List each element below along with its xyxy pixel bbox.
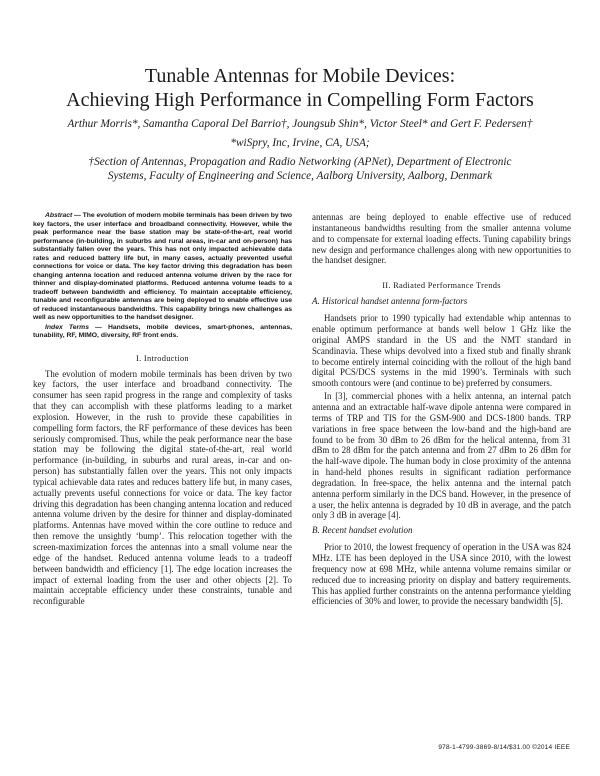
affiliation-aalborg-line-1: †Section of Antennas, Propagation and Radio Networking (APNet), Department of Electronic xyxy=(88,156,512,168)
subsection-heading-historical: A. Historical handset antenna form-factors xyxy=(312,296,468,307)
paper-title-line-2: Achieving High Performance in Compelling Form Factors xyxy=(66,89,534,111)
abstract-dash: — xyxy=(72,212,83,219)
section-heading-radiated-performance: II. Radiated Performance Trends xyxy=(382,281,501,291)
abstract-label: Abstract xyxy=(45,212,73,219)
author-list: Arthur Morris*, Samantha Caporal Del Barrio†, Joungsub Shin*, Victor Steel* and Gert F. Pedersen† xyxy=(67,118,533,130)
right-column xyxy=(312,212,571,609)
affiliation-aalborg-line-2: Systems, Faculty of Engineering and Science, Aalborg University, Aalborg, Denmark xyxy=(107,170,493,182)
intro-paragraph-1: The evolution of modern mobile terminals has been driven by two key factors, the user interface and broadband connectivity. The consumer has seen rapid progress in the range and complexity of tasks that they can accomplish with these platforms leading to a market explosion. However, in the rush to provide these capabilities in compelling form factors, the RF performance of these devices has been seriously compromised. Thus, while the peak performance near the base station may be following the digital state-of-the-art, real world performance (in-building, in suburbs and rural areas, in-car and on-person) has substantially fallen over the years. This not only impacts typical achievable data rates and reduces battery life but, in many cases, actually prevents useful connections for voice or data. The key factor driving this degradation has been changing antenna location and reduced antenna volume driven by the desire for thinner and display-dominated platforms. Antennas have moved within the core outline to reduce and then remove the unsightly ‘bump’. This relocation together with the screen-maximization forces the antennas into a small volume near the edge of the handset. Reduced antenna volume leads to a tradeoff between bandwidth and efficiency [1]. The edge location increases the impact of external loading from the user and other objects [2]. To maintain acceptable efficiency under these constraints, tunable and reconfigurable xyxy=(33,368,292,607)
left-column xyxy=(33,212,292,609)
section2-paragraph-1: Handsets prior to 1990 typically had extendable whip antennas to enable optimum performance at bands well below 1 GHz like the original AMPS standard in the US and the NMT standard in Scandinavia. These whips devolved into a fixed stub and finally shrank to become entirely internal coinciding with the rollout of the high band digital PCS/DCS systems in the mid 1990’s. Terminals with such smooth contours were (and continue to be) preferred by consumers. xyxy=(312,313,571,389)
paper-title-line-1: Tunable Antennas for Mobile Devices: xyxy=(144,65,456,87)
abstract xyxy=(33,212,292,323)
abstract-text: The evolution of modern mobile terminals has been driven by two key factors, the user interface and broadband connectivity. However, while the peak performance near the base station may be state-of-the-art, real world performance (in-building, in suburbs and rural areas, in-car and on-person) has substantially fallen over the years. This has not only impacted achievable data rates and reduced battery life but, in many cases, actually prevented useful connections for voice or data. The key factor driving this degradation has been changing antenna location and reduced antenna volume driven by the race for thinner and display-dominated platforms. Reduced antenna volume leads to a tradeoff between bandwidth and efficiency. To maintain acceptable efficiency, tunable and reconfigurable antennas are being deployed to enable effective use of reduced instantaneous bandwidths. This capability brings new challenges as well as new opportunities to the handset designer. xyxy=(33,212,292,321)
intro-paragraph-1-continued: antennas are being deployed to enable effective use of reduced instantaneous bandwidths resulting from the smaller antenna volume and to compensate for external loading effects. Tuning capability brings new design and performance challenges along with new opportunities to the handset designer. xyxy=(312,212,571,266)
affiliation-wispry: *wiSpry, Inc, Irvine, CA, USA; xyxy=(230,137,370,149)
index-terms-dash: — xyxy=(88,323,108,331)
section-heading-introduction: I. Introduction xyxy=(136,353,189,363)
index-terms xyxy=(33,324,292,341)
section2-paragraph-2: In [3], commercial phones with a helix antenna, an internal patch antenna and an extractable half-wave dipole antenna were compared in terms of TRP and TIS for the GSM-900 and DCS-1800 bands. TRP variations in free space between the low-band and the high-band are found to be from 30 dBm to 26 dBm for the helical antenna, from 31 dBm to 28 dBm for the patch antenna and from 27 dBm to 26 dBm for the half-wave dipole. The human body in close proximity of the antenna in hand-held phones results in significant radiation performance degradation. In free-space, the helix antenna and the internal patch antenna perform similarly in the DCS band. However, in the presence of a user, the helix antenna is degraded by 10 dB in average, and the patch only 3 dB in average [4]. xyxy=(312,391,571,521)
index-terms-text: Handsets, mobile devices, smart-phones, antennas, tunability, RF, MIMO, diversity, RF front ends. xyxy=(33,323,292,339)
subsection-heading-recent: B. Recent handset evolution xyxy=(312,525,413,536)
copyright-footer: 978-1-4799-3869-8/14/$31.00 ©2014 IEEE xyxy=(438,744,570,751)
affiliation-aalborg xyxy=(20,155,580,183)
section2-paragraph-3: Prior to 2010, the lowest frequency of operation in the USA was 824 MHz. LTE has been deployed in the USA since 2010, with the lowest frequency now at 698 MHz, while antenna volume remains similar or reduced due to increasing priority on display and battery requirements. This has applied further constraints on the antenna performance yielding efficiencies of 30% and lower, to provide the necessary bandwidth [5]. xyxy=(312,542,571,607)
index-terms-label: Index Terms xyxy=(45,323,89,331)
